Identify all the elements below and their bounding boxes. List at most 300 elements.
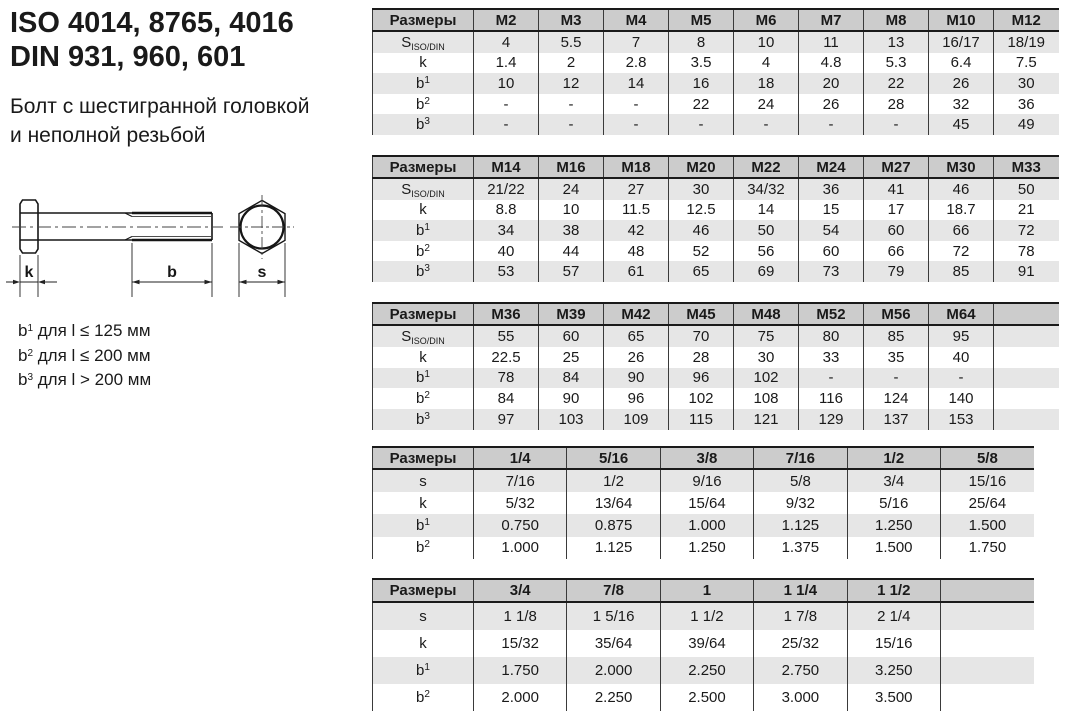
- value-cell: 72: [929, 241, 994, 262]
- value-cell: 18/19: [994, 31, 1059, 53]
- row-label-cell: [373, 220, 474, 241]
- value-cell: 140: [929, 388, 994, 409]
- value-cell: [940, 630, 1033, 657]
- size-column-header: M3: [539, 9, 604, 31]
- value-cell: 15/32: [474, 630, 567, 657]
- value-cell: 30: [734, 347, 799, 368]
- size-column-header: 7/16: [754, 447, 847, 469]
- inch-three-quarters-to-one-and-half: [372, 578, 1034, 711]
- row-label-cell: [373, 657, 474, 684]
- size-column-header: M18: [604, 156, 669, 178]
- value-cell: 60: [864, 220, 929, 241]
- table-row: [373, 325, 1059, 347]
- value-cell: 38: [539, 220, 604, 241]
- size-column-header: M45: [669, 303, 734, 325]
- row-dimension-symbol: k: [419, 494, 427, 512]
- row-label-cell: [373, 630, 474, 657]
- value-cell: 28: [864, 94, 929, 115]
- row-dimension-symbol: k: [419, 635, 427, 652]
- value-cell: 3/4: [847, 469, 940, 492]
- value-cell: 5/8: [754, 469, 847, 492]
- row-dimension-symbol: $b^1$: [416, 221, 430, 239]
- row-dimension-symbol: k: [419, 54, 427, 72]
- value-cell: 22: [669, 94, 734, 115]
- value-cell: 1.375: [754, 537, 847, 559]
- value-cell: 15: [799, 200, 864, 221]
- value-cell: 2.500: [660, 684, 753, 711]
- size-column-header: M22: [734, 156, 799, 178]
- size-column-header: 3/4: [474, 579, 567, 602]
- value-cell: 79: [864, 261, 929, 282]
- value-cell: 1.250: [847, 514, 940, 536]
- value-cell: 25: [539, 347, 604, 368]
- dim-label-k: k: [24, 264, 34, 281]
- inch-quarter-to-five-eighths: [372, 446, 1034, 559]
- value-cell: 44: [539, 241, 604, 262]
- table-row: [373, 200, 1059, 221]
- table-row: [373, 220, 1059, 241]
- value-cell: 18: [734, 73, 799, 94]
- value-cell: 97: [474, 409, 539, 430]
- value-cell: 7: [604, 31, 669, 53]
- value-cell: 12.5: [669, 200, 734, 221]
- size-column-header: 1 1/2: [847, 579, 940, 602]
- value-cell: 80: [799, 325, 864, 347]
- value-cell: 1.000: [474, 537, 567, 559]
- value-cell: 14: [604, 73, 669, 94]
- value-cell: 115: [669, 409, 734, 430]
- value-cell: 102: [734, 368, 799, 389]
- table-row: [373, 347, 1059, 368]
- table-row: [373, 31, 1059, 53]
- value-cell: 33: [799, 347, 864, 368]
- value-cell: 4: [734, 53, 799, 74]
- metric-m36-m64: [372, 302, 1059, 430]
- value-cell: 91: [994, 261, 1059, 282]
- inch-dimensions-table-small: [372, 446, 1034, 559]
- footnote-b1: $b^1$ для l ≤ 125 мм: [18, 321, 151, 340]
- value-cell: 103: [539, 409, 604, 430]
- value-cell: 90: [604, 368, 669, 389]
- value-cell: 116: [799, 388, 864, 409]
- row-dimension-symbol: $b^1$: [416, 369, 430, 387]
- value-cell: 22: [864, 73, 929, 94]
- value-cell: -: [539, 114, 604, 135]
- value-cell: 90: [539, 388, 604, 409]
- value-cell: 121: [734, 409, 799, 430]
- row-label-cell: [373, 31, 474, 53]
- value-cell: 2.250: [660, 657, 753, 684]
- value-cell: 109: [604, 409, 669, 430]
- table-row: [373, 241, 1059, 262]
- value-cell: 18.7: [929, 200, 994, 221]
- value-cell: 85: [929, 261, 994, 282]
- table-row: [373, 368, 1059, 389]
- value-cell: 1.125: [754, 514, 847, 536]
- iso-standards-line: ISO 4014, 8765, 4016: [10, 7, 294, 39]
- row-label-cell: [373, 114, 474, 135]
- table-header-row: [373, 303, 1059, 325]
- value-cell: 66: [864, 241, 929, 262]
- value-cell: 54: [799, 220, 864, 241]
- value-cell: 66: [929, 220, 994, 241]
- value-cell: 36: [799, 178, 864, 200]
- value-cell: 102: [669, 388, 734, 409]
- value-cell: 0.875: [567, 514, 660, 536]
- row-dimension-symbol: $b^2$: [416, 390, 430, 408]
- row-label-cell: [373, 73, 474, 94]
- size-column-header: M30: [929, 156, 994, 178]
- table-header-row: [373, 156, 1059, 178]
- table-row: [373, 602, 1034, 630]
- value-cell: 0.750: [474, 514, 567, 536]
- value-cell: -: [669, 114, 734, 135]
- value-cell: 3.500: [847, 684, 940, 711]
- value-cell: 16: [669, 73, 734, 94]
- value-cell: 2.000: [474, 684, 567, 711]
- table-row: [373, 261, 1059, 282]
- value-cell: -: [799, 114, 864, 135]
- product-description: [10, 92, 309, 150]
- value-cell: 1 5/16: [567, 602, 660, 630]
- table-row: [373, 388, 1059, 409]
- value-cell: 14: [734, 200, 799, 221]
- row-label-cell: [373, 492, 474, 514]
- value-cell: 84: [539, 368, 604, 389]
- value-cell: 8: [669, 31, 734, 53]
- value-cell: 7/16: [474, 469, 567, 492]
- value-cell: 78: [994, 241, 1059, 262]
- value-cell: 53: [474, 261, 539, 282]
- row-label-cell: [373, 178, 474, 200]
- value-cell: [940, 602, 1033, 630]
- value-cell: 48: [604, 241, 669, 262]
- row-dimension-symbol: $b^1$: [416, 74, 430, 92]
- dim-label-s: s: [257, 264, 267, 281]
- standards-title: [10, 6, 294, 74]
- inch-dimensions-table-large: [372, 578, 1034, 711]
- sizes-header-cell: Размеры: [373, 579, 474, 602]
- value-cell: 46: [929, 178, 994, 200]
- value-cell: 49: [994, 114, 1059, 135]
- value-cell: 9/32: [754, 492, 847, 514]
- value-cell: 27: [604, 178, 669, 200]
- table-row: [373, 492, 1034, 514]
- value-cell: 40: [474, 241, 539, 262]
- value-cell: 40: [929, 347, 994, 368]
- row-label-cell: [373, 409, 474, 430]
- value-cell: 65: [669, 261, 734, 282]
- value-cell: -: [604, 114, 669, 135]
- value-cell: 1.4: [474, 53, 539, 74]
- sizes-header-cell: Размеры: [373, 9, 474, 31]
- value-cell: 34/32: [734, 178, 799, 200]
- size-column-header: M20: [669, 156, 734, 178]
- row-label-cell: [373, 469, 474, 492]
- size-column-header: 5/16: [567, 447, 660, 469]
- value-cell: [994, 347, 1059, 368]
- table-header-row: [373, 579, 1034, 602]
- dim-label-b: b: [167, 264, 177, 281]
- value-cell: [994, 368, 1059, 389]
- value-cell: -: [734, 114, 799, 135]
- value-cell: -: [799, 368, 864, 389]
- bolt-end-view: [230, 195, 294, 259]
- value-cell: 46: [669, 220, 734, 241]
- value-cell: 1/2: [567, 469, 660, 492]
- value-cell: 10: [474, 73, 539, 94]
- row-label-cell: [373, 602, 474, 630]
- row-dimension-symbol: $b^2$: [416, 539, 430, 557]
- sizes-header-cell: Размеры: [373, 303, 474, 325]
- value-cell: 25/64: [940, 492, 1033, 514]
- value-cell: 36: [994, 94, 1059, 115]
- row-dimension-symbol: k: [419, 201, 427, 219]
- footnote-b3: $b^3$ для l > 200 мм: [18, 370, 152, 389]
- row-dimension-symbol: $b^3$: [416, 411, 430, 429]
- row-label-cell: [373, 347, 474, 368]
- value-cell: 26: [604, 347, 669, 368]
- value-cell: 12: [539, 73, 604, 94]
- table-row: [373, 469, 1034, 492]
- value-cell: 15/16: [847, 630, 940, 657]
- size-column-header: M16: [539, 156, 604, 178]
- value-cell: 20: [799, 73, 864, 94]
- row-label-cell: [373, 388, 474, 409]
- value-cell: 1.750: [940, 537, 1033, 559]
- row-dimension-symbol: $b^2$: [416, 689, 430, 706]
- row-dimension-symbol: $b^3$: [416, 263, 430, 281]
- value-cell: 5/32: [474, 492, 567, 514]
- value-cell: 5.3: [864, 53, 929, 74]
- value-cell: 72: [994, 220, 1059, 241]
- value-cell: 22.5: [474, 347, 539, 368]
- metric-dimensions-table-m14-m33: [372, 155, 1059, 282]
- value-cell: 70: [669, 325, 734, 347]
- table-row: [373, 73, 1059, 94]
- table-row: [373, 630, 1034, 657]
- value-cell: 1.125: [567, 537, 660, 559]
- value-cell: 1 1/8: [474, 602, 567, 630]
- value-cell: 1.500: [940, 514, 1033, 536]
- sizes-header-cell: Размеры: [373, 447, 474, 469]
- size-column-header: M64: [929, 303, 994, 325]
- table-row: [373, 114, 1059, 135]
- value-cell: 50: [734, 220, 799, 241]
- value-cell: 1.750: [474, 657, 567, 684]
- size-column-header: M8: [864, 9, 929, 31]
- value-cell: 21: [994, 200, 1059, 221]
- size-column-header: M24: [799, 156, 864, 178]
- value-cell: 45: [929, 114, 994, 135]
- description-line-1: Болт с шестигранной головкой: [10, 95, 310, 118]
- row-label-cell: [373, 261, 474, 282]
- value-cell: 60: [799, 241, 864, 262]
- value-cell: 26: [799, 94, 864, 115]
- size-column-header: M48: [734, 303, 799, 325]
- value-cell: 129: [799, 409, 864, 430]
- value-cell: 26: [929, 73, 994, 94]
- size-column-header: M7: [799, 9, 864, 31]
- value-cell: 61: [604, 261, 669, 282]
- value-cell: 13/64: [567, 492, 660, 514]
- value-cell: 25/32: [754, 630, 847, 657]
- row-label-cell: [373, 325, 474, 347]
- table-row: [373, 537, 1034, 559]
- row-label-cell: [373, 684, 474, 711]
- value-cell: 34: [474, 220, 539, 241]
- table-row: [373, 94, 1059, 115]
- table-row: [373, 657, 1034, 684]
- value-cell: 2.8: [604, 53, 669, 74]
- row-dimension-symbol: k: [419, 348, 427, 366]
- value-cell: 60: [539, 325, 604, 347]
- value-cell: 2 1/4: [847, 602, 940, 630]
- value-cell: -: [864, 114, 929, 135]
- value-cell: [994, 388, 1059, 409]
- row-dimension-symbol: s: [419, 608, 427, 625]
- value-cell: 75: [734, 325, 799, 347]
- table-row: [373, 684, 1034, 711]
- value-cell: 5.5: [539, 31, 604, 53]
- value-cell: 17: [864, 200, 929, 221]
- value-cell: 50: [994, 178, 1059, 200]
- size-column-header: M5: [669, 9, 734, 31]
- value-cell: [940, 657, 1033, 684]
- value-cell: 21/22: [474, 178, 539, 200]
- value-cell: 24: [734, 94, 799, 115]
- value-cell: 78: [474, 368, 539, 389]
- value-cell: 15/16: [940, 469, 1033, 492]
- row-dimension-symbol: s: [419, 472, 427, 490]
- value-cell: 137: [864, 409, 929, 430]
- value-cell: 4.8: [799, 53, 864, 74]
- size-column-header: M4: [604, 9, 669, 31]
- value-cell: 1 7/8: [754, 602, 847, 630]
- value-cell: 124: [864, 388, 929, 409]
- din-standards-line: DIN 931, 960, 601: [10, 41, 246, 73]
- table-row: [373, 514, 1034, 536]
- metric-dimensions-table-m2-m12: [372, 8, 1059, 135]
- size-column-header: M36: [474, 303, 539, 325]
- value-cell: 55: [474, 325, 539, 347]
- value-cell: -: [474, 114, 539, 135]
- size-column-header: 5/8: [940, 447, 1033, 469]
- value-cell: 32: [929, 94, 994, 115]
- value-cell: -: [604, 94, 669, 115]
- value-cell: 2.750: [754, 657, 847, 684]
- value-cell: 15/64: [660, 492, 753, 514]
- value-cell: 11.5: [604, 200, 669, 221]
- row-label-cell: [373, 53, 474, 74]
- value-cell: 11: [799, 31, 864, 53]
- value-cell: 52: [669, 241, 734, 262]
- metric-m2-m12: [372, 8, 1059, 135]
- row-dimension-symbol: $b^2$: [416, 95, 430, 113]
- value-cell: 57: [539, 261, 604, 282]
- size-column-header: M33: [994, 156, 1059, 178]
- value-cell: 56: [734, 241, 799, 262]
- row-label-cell: [373, 200, 474, 221]
- table-row: [373, 53, 1059, 74]
- row-label-cell: [373, 537, 474, 559]
- value-cell: 39/64: [660, 630, 753, 657]
- value-cell: 30: [994, 73, 1059, 94]
- value-cell: 8.8: [474, 200, 539, 221]
- value-cell: 84: [474, 388, 539, 409]
- table-header-row: [373, 447, 1034, 469]
- value-cell: 2: [539, 53, 604, 74]
- size-column-header: 1 1/4: [754, 579, 847, 602]
- row-label-cell: [373, 514, 474, 536]
- row-dimension-symbol: $S_{ISO/DIN}$: [401, 33, 445, 52]
- row-dimension-symbol: $S_{ISO/DIN}$: [401, 327, 445, 346]
- row-dimension-symbol: $b^2$: [416, 242, 430, 260]
- table-header-row: [373, 9, 1059, 31]
- value-cell: 30: [669, 178, 734, 200]
- value-cell: 7.5: [994, 53, 1059, 74]
- value-cell: 2.250: [567, 684, 660, 711]
- footnote-b2: $b^2$ для l ≤ 200 мм: [18, 345, 151, 365]
- row-dimension-symbol: $S_{ISO/DIN}$: [401, 180, 445, 199]
- value-cell: 73: [799, 261, 864, 282]
- size-column-header: M10: [929, 9, 994, 31]
- metric-m14-m33: [372, 155, 1059, 282]
- value-cell: 10: [539, 200, 604, 221]
- size-column-header: M12: [994, 9, 1059, 31]
- value-cell: 35/64: [567, 630, 660, 657]
- table-row: [373, 178, 1059, 200]
- value-cell: 153: [929, 409, 994, 430]
- value-cell: 96: [604, 388, 669, 409]
- size-column-header: M2: [474, 9, 539, 31]
- bolt-side-view: [20, 200, 212, 253]
- value-cell: 10: [734, 31, 799, 53]
- row-label-cell: [373, 94, 474, 115]
- value-cell: 3.250: [847, 657, 940, 684]
- value-cell: -: [539, 94, 604, 115]
- value-cell: 6.4: [929, 53, 994, 74]
- size-column-header: [994, 303, 1059, 325]
- value-cell: 1.250: [660, 537, 753, 559]
- value-cell: 42: [604, 220, 669, 241]
- size-column-header: 1/4: [474, 447, 567, 469]
- value-cell: 9/16: [660, 469, 753, 492]
- value-cell: 13: [864, 31, 929, 53]
- value-cell: 16/17: [929, 31, 994, 53]
- value-cell: -: [929, 368, 994, 389]
- row-label-cell: [373, 241, 474, 262]
- value-cell: 96: [669, 368, 734, 389]
- value-cell: -: [864, 368, 929, 389]
- value-cell: [940, 684, 1033, 711]
- size-column-header: M6: [734, 9, 799, 31]
- value-cell: 3.000: [754, 684, 847, 711]
- value-cell: 35: [864, 347, 929, 368]
- description-line-2: и неполной резьбой: [10, 124, 206, 147]
- value-cell: 1.000: [660, 514, 753, 536]
- value-cell: [994, 409, 1059, 430]
- value-cell: 4: [474, 31, 539, 53]
- size-column-header: M42: [604, 303, 669, 325]
- size-column-header: 1/2: [847, 447, 940, 469]
- value-cell: 5/16: [847, 492, 940, 514]
- value-cell: 108: [734, 388, 799, 409]
- size-column-header: M56: [864, 303, 929, 325]
- sizes-header-cell: Размеры: [373, 156, 474, 178]
- value-cell: [994, 325, 1059, 347]
- size-column-header: M39: [539, 303, 604, 325]
